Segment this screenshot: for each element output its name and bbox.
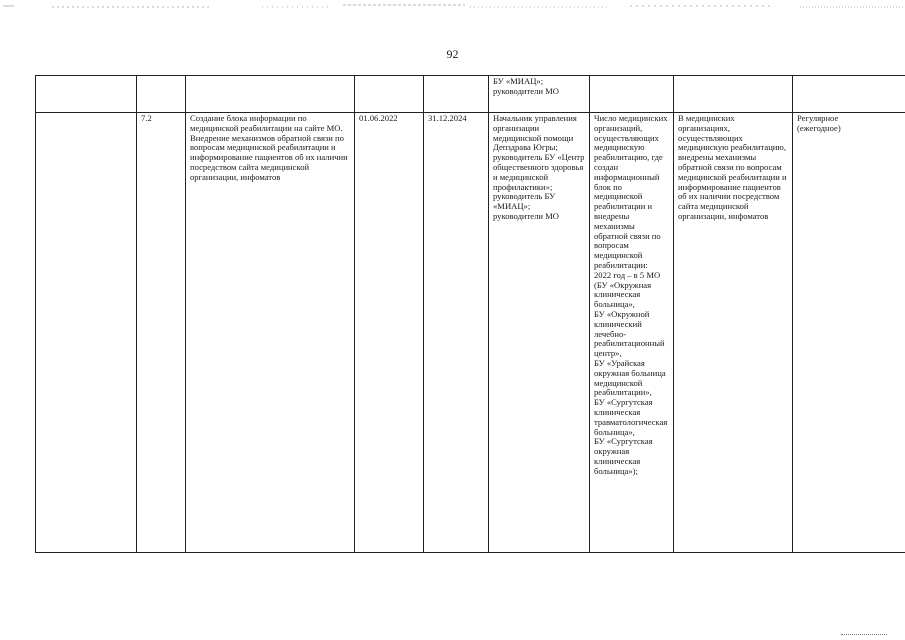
table-cell [137, 76, 186, 113]
table-cell [36, 76, 137, 113]
plan-table [35, 75, 905, 553]
result-cell: В медицинских организациях, осуществляющих медицинскую реабилитацию, внедрены механизмы обратной связи по вопросам медицинской реабилитации и информирование пациентов об их наличии посредством сайта медицинской организации, инфоматов [674, 113, 793, 553]
table-cell [355, 76, 424, 113]
table-row [36, 113, 905, 553]
table-row [36, 76, 905, 113]
start-date: 01.06.2022 [355, 113, 424, 553]
table-cell [674, 76, 793, 113]
scan-noise-top [0, 0, 905, 14]
responsible-cell: БУ «МИАЦ»; руководители МО [489, 76, 590, 113]
page-number: 92 [446, 47, 459, 61]
activity-cell: Создание блока информации по медицинской реабилитации на сайте МО. Внедрение механизмов обратной связи по вопросам медицинской реабилитации и информирование пациентов об их наличии посредством сайта медицинской организации, инфоматов [186, 113, 355, 553]
table-cell [590, 76, 674, 113]
frequency-cell: Регулярное (ежегодное) [793, 113, 905, 553]
table-cell [36, 113, 137, 553]
indicator-cell: Число медицинских организаций, осуществляющих медицинскую реабилитацию, где создан информационный блок по медицинской реабилитации и внедрены механизмы обратной связи по вопросам медицинской реабилитации: 2022 год – в 5 МО (БУ «Окружная клиническая больница», БУ «Окружной клинический лечебно-реабилитационный центр», БУ «Урайская окружная больница медицинской реабилитации», БУ «Сургутская клиническая травматологическая больница», БУ «Сургутская окружная клиническая больница»); [590, 113, 674, 553]
table-cell [793, 76, 905, 113]
end-date: 31.12.2024 [424, 113, 489, 553]
scan-noise-bottom [841, 634, 887, 638]
table-cell [186, 76, 355, 113]
responsible-cell: Начальник управления организации медицинской помощи Депздрава Югры; руководитель БУ «Центр общественного здоровья и медицинской профилактики»; руководитель БУ «МИАЦ»; руководители МО [489, 113, 590, 553]
item-number: 7.2 [137, 113, 186, 553]
table-cell [424, 76, 489, 113]
